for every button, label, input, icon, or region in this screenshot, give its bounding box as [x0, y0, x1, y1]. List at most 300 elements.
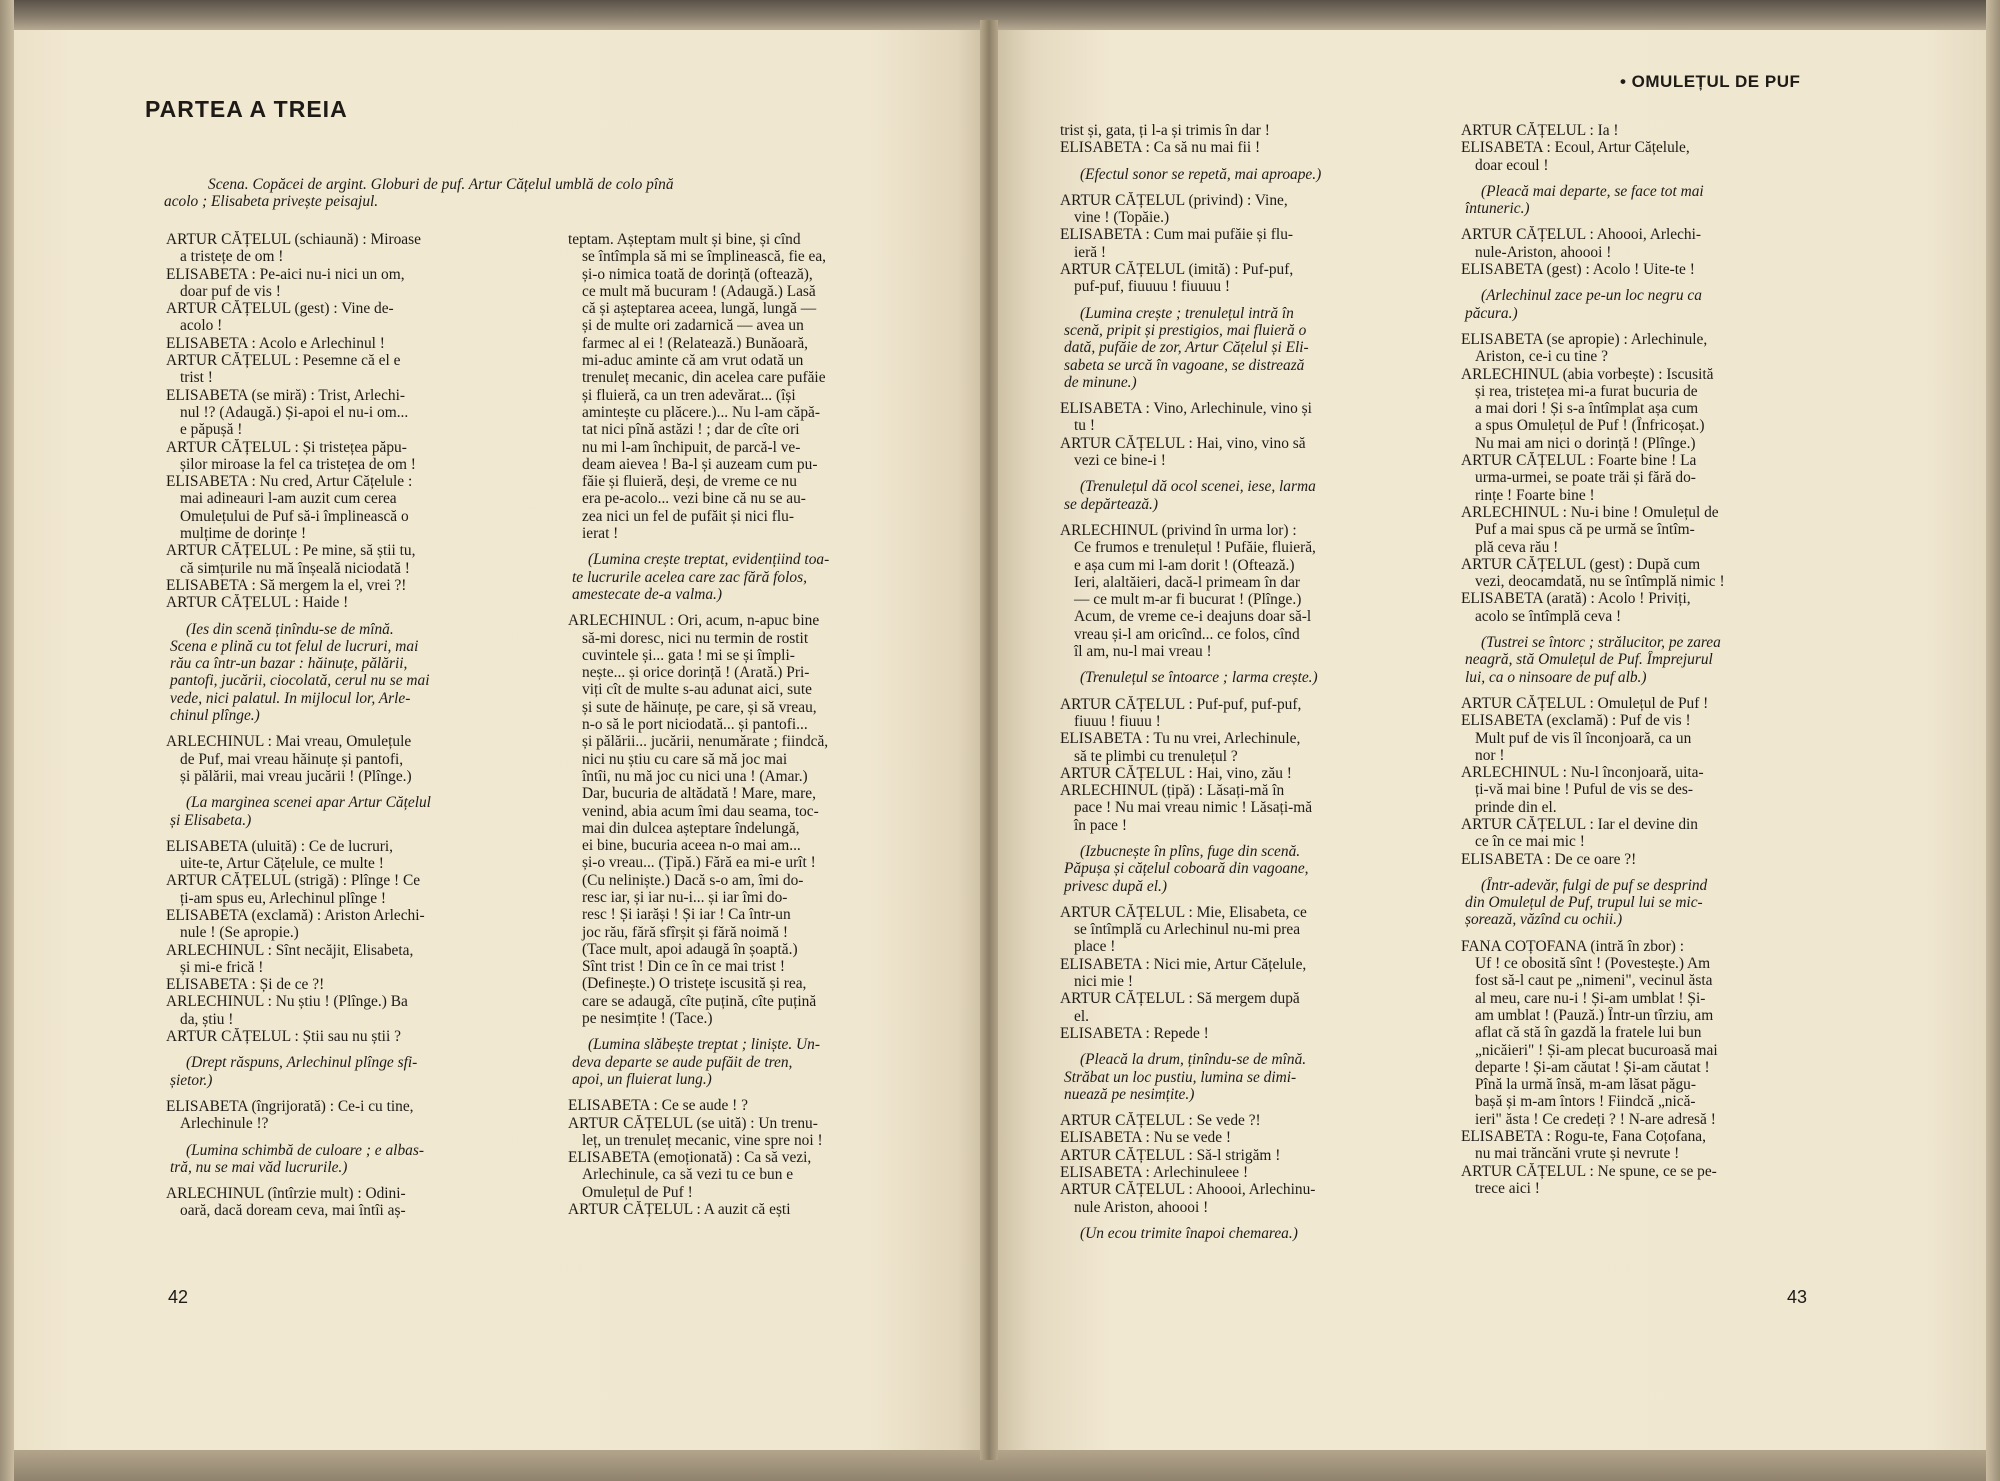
- text-line: se întîmpla să mi se împlinească, fie ea,: [582, 248, 827, 266]
- page-number-left: 42: [168, 1287, 189, 1307]
- text-line: n-o să le port niciodată... și pantofi...: [582, 716, 808, 734]
- dialogue-line: [1461, 452, 1811, 504]
- stage-direction: [1060, 843, 1412, 895]
- text-line: ARLECHINUL (privind în urma lor) :: [1060, 521, 1297, 539]
- text-line: acolo !: [180, 317, 223, 335]
- text-line: Dar, bucuria de altădată ! Mare, mare,: [582, 785, 816, 803]
- text-line: șietor.): [170, 1071, 213, 1089]
- text-line: ARTUR CĂȚELUL : Se vede ?!: [1060, 1112, 1261, 1130]
- running-head: • OMULEȚUL DE PUF: [1620, 72, 1801, 91]
- text-line: oară, dacă doream ceva, mai întîi aș-: [180, 1202, 406, 1220]
- dialogue-line: [1060, 904, 1412, 956]
- text-line: ARTUR CĂȚELUL : Hai, vino, vino să: [1060, 434, 1306, 452]
- dialogue-line: [1060, 1147, 1412, 1164]
- text-line: ELISABETA : Nu se vede !: [1060, 1129, 1232, 1147]
- block-gap: [1060, 469, 1412, 478]
- dialogue-line: [166, 1185, 516, 1220]
- text-line: ARTUR CĂȚELUL : Iar el devine din: [1461, 815, 1699, 833]
- text-line: Nu mai am nici o dorință ! (Plînge.): [1475, 434, 1696, 452]
- text-line: ELISABETA : Ce se aude ! ?: [568, 1097, 748, 1115]
- text-line: că simțurile nu mă înșeală niciodată !: [180, 559, 410, 577]
- dialogue-line: [1060, 226, 1412, 261]
- stage-direction: [1461, 634, 1811, 686]
- text-line: nici nu știu cu care să mă joc mai: [582, 750, 788, 768]
- dialogue-line: [1461, 816, 1811, 851]
- block-gap: [568, 603, 920, 612]
- block-gap: [1060, 391, 1412, 400]
- text-line: ELISABETA : Nu cred, Artur Cățelule :: [166, 473, 413, 491]
- text-line: ARTUR CĂȚELUL : Ahoooi, Arlechi-: [1461, 226, 1702, 244]
- text-line: și mi-e frică !: [180, 958, 264, 976]
- text-line: apoi, un fluierat lung.): [572, 1070, 712, 1088]
- block-gap: [1060, 296, 1412, 305]
- text-line: și Elisabeta.): [170, 811, 252, 829]
- dialogue-line: [166, 300, 516, 335]
- text-line: pe nesimțite ! (Tace.): [582, 1010, 713, 1028]
- text-line: Străbat un loc pustiu, lumina se dimi-: [1064, 1068, 1297, 1086]
- text-line: e păpușă !: [180, 421, 243, 439]
- text-line: ELISABETA (gest) : Acolo ! Uite-te !: [1461, 261, 1695, 279]
- text-line: ARTUR CĂȚELUL : Mie, Elisabeta, ce: [1060, 903, 1307, 921]
- text-line: ARTUR CĂȚELUL : Ne spune, ce se pe-: [1461, 1162, 1717, 1180]
- block-gap: [166, 1176, 516, 1185]
- text-line: și de multe ori zadarnică — avea un: [582, 317, 804, 335]
- stage-direction: [1461, 877, 1811, 929]
- text-line: să-mi doresc, nici nu termin de rostit: [582, 629, 809, 647]
- text-line: Scena e plină cu tot felul de lucruri, mai: [170, 637, 419, 655]
- text-line: rințe ! Foarte bine !: [1475, 486, 1595, 504]
- dialogue-line: [1461, 1163, 1811, 1198]
- text-line: (Ies din scenă ținîndu-se de mînă.: [186, 620, 394, 638]
- text-line: ARTUR CĂȚELUL : Haide !: [166, 594, 349, 612]
- text-line: a tristețe de om !: [180, 248, 284, 266]
- text-line: că și așteptarea aceea, lungă, lungă —: [582, 300, 817, 318]
- text-line: Mult puf de vis îl înconjoară, ca un: [1475, 729, 1692, 747]
- text-line: ARTUR CĂȚELUL : Ia !: [1461, 122, 1619, 139]
- text-line: ELISABETA (se apropie) : Arlechinule,: [1461, 330, 1708, 348]
- dialogue-line: [1060, 192, 1412, 227]
- text-line: Arlechinule, ca să vezi tu ce bun e: [582, 1166, 794, 1184]
- text-line: puf-puf, fiuuuu ! fiuuuu !: [1074, 278, 1231, 296]
- text-line: vreau și-l am oricînd... ce folos, cînd: [1074, 625, 1300, 643]
- text-line: (Într-adevăr, fulgi de puf se desprind: [1481, 876, 1708, 894]
- text-line: Arlechinule !?: [180, 1115, 269, 1133]
- page-number-right: 43: [1787, 1287, 1808, 1307]
- text-line: nu mai trăncăni vrute și nevrute !: [1475, 1145, 1680, 1163]
- text-line: pace ! Nu mai vreau nimic ! Lăsați-mă: [1074, 799, 1313, 817]
- text-line: mai adineauri l-am auzit cum cerea: [180, 490, 397, 508]
- text-line: nici mie !: [1074, 973, 1133, 991]
- text-line: nor !: [1475, 746, 1505, 764]
- text-line: ELISABETA : Ca să nu mai fii !: [1060, 139, 1261, 157]
- block-gap: [166, 724, 516, 733]
- text-line: trenuleț mecanic, din acelea care pufăie: [582, 369, 826, 387]
- text-line: vede, nici palatul. In mijlocul lor, Arle-: [170, 689, 411, 707]
- text-line: de minune.): [1064, 373, 1137, 391]
- dialogue-line: [166, 942, 516, 977]
- text-line: tu !: [1074, 417, 1095, 435]
- text-line: pantofi, jucării, ciocolată, cerul nu se mai: [170, 672, 430, 690]
- text-line: de Puf, mai vreau hăinuțe și pantofi,: [180, 750, 404, 768]
- text-line: urma-urmei, se poate trăi și fără do-: [1475, 469, 1696, 487]
- dialogue-line: [1461, 695, 1811, 712]
- text-line: (Lumina crește treptat, evidențiind toa-: [588, 551, 830, 569]
- dialogue-line: [166, 838, 516, 873]
- text-line: ARTUR CĂȚELUL (gest) : După cum: [1461, 555, 1701, 573]
- text-line: ARTUR CĂȚELUL : Să-l strigăm !: [1060, 1146, 1281, 1164]
- stage-direction: [166, 794, 516, 829]
- text-line: întîi, nu mă joc cu nici una ! (Amar.): [582, 767, 808, 785]
- dialogue-line: [1461, 122, 1811, 139]
- text-line: ARTUR CĂȚELUL (strigă) : Plînge ! Ce: [166, 872, 421, 890]
- dialogue-line: [568, 231, 920, 542]
- text-line: deva departe se aude pufăit de tren,: [572, 1053, 793, 1071]
- text-line: uite-te, Artur Cățelule, ce multe !: [180, 855, 384, 873]
- text-line: ARTUR CĂȚELUL (privind) : Vine,: [1060, 191, 1288, 209]
- text-line: sabeta se urcă în vagoane, se distrează: [1064, 356, 1305, 374]
- block-gap: [1461, 322, 1811, 331]
- text-line: (Trenulețul se întoarce ; larma crește.): [1080, 669, 1318, 687]
- text-line: ELISABETA : Cum mai pufăie și flu-: [1060, 226, 1294, 244]
- block-gap: [568, 542, 920, 551]
- dialogue-line: [1461, 226, 1811, 261]
- text-line: și-o vreau... (Țipă.) Fără ea mi-e urît !: [582, 854, 816, 872]
- text-line: trist și, gata, ți l-a și trimis în dar !: [1060, 122, 1270, 139]
- text-line: (La marginea scenei apar Artur Cățelul: [186, 794, 431, 812]
- dialogue-line: [1461, 331, 1811, 366]
- right-page-column-1: [1060, 122, 1412, 1242]
- text-line: (Lumina slăbește treptat ; liniște. Un-: [588, 1036, 820, 1054]
- text-line: (Lumina schimbă de culoare ; e albas-: [186, 1141, 424, 1159]
- book-gutter: [980, 20, 998, 1460]
- block-gap: [1060, 1103, 1412, 1112]
- text-line: ce mult mă bucuram ! (Adaugă.) Lasă: [582, 282, 816, 300]
- text-line: (Un ecou trimite înapoi chemarea.): [1080, 1224, 1298, 1242]
- text-line: ELISABETA : Acolo e Arlechinul !: [166, 334, 385, 352]
- text-line: trece aici !: [1475, 1179, 1540, 1197]
- text-line: care se adaugă, cîte puțină, cîte puțină: [582, 992, 817, 1010]
- text-line: — ce mult m-ar fi bucurat ! (Plînge.): [1074, 591, 1302, 609]
- text-line: neagră, stă Omulețul de Puf. Împrejurul: [1465, 651, 1713, 669]
- text-line: nule Ariston, ahoooi !: [1074, 1198, 1209, 1216]
- text-line: ieri" ăsta ! Ce credeți ? ! N-are adresă !: [1475, 1110, 1716, 1128]
- text-line: se depărtează.): [1064, 495, 1159, 513]
- block-gap: [568, 1027, 920, 1036]
- text-line: ELISABETA : Să mergem la el, vrei ?!: [166, 576, 407, 594]
- text-line: bașă și m-am întors ! Fiindcă „nică-: [1475, 1093, 1696, 1111]
- text-line: mulțime de dorințe !: [180, 525, 307, 543]
- scene-description-line: acolo ; Elisabeta privește peisajul.: [164, 193, 379, 211]
- stage-direction: [568, 1036, 920, 1088]
- text-line: (Tace mult, apoi adaugă în șoaptă.): [582, 940, 798, 958]
- text-line: ELISABETA (se miră) : Trist, Arlechi-: [166, 386, 406, 404]
- text-line: ELISABETA : Ecoul, Artur Cățelule,: [1461, 139, 1690, 157]
- text-line: fiuuu ! fiuuu !: [1074, 712, 1161, 730]
- stage-direction: [1461, 183, 1811, 218]
- dialogue-line: [166, 352, 516, 387]
- dialogue-line: [166, 473, 516, 542]
- text-line: (Definește.) O tristețe iscusită și rea,: [582, 975, 807, 993]
- text-line: ARTUR CĂȚELUL (schiaună) : Miroase: [166, 231, 421, 248]
- dialogue-line: [1461, 712, 1811, 764]
- block-gap: [1060, 895, 1412, 904]
- text-line: nule-Ariston, ahoooi !: [1475, 243, 1612, 261]
- dialogue-line: [1461, 261, 1811, 278]
- text-line: ieră !: [1074, 243, 1107, 261]
- dialogue-line: [1461, 764, 1811, 816]
- text-line: ARTUR CĂȚELUL (imită) : Puf-puf,: [1060, 261, 1294, 279]
- dialogue-line: [166, 577, 516, 594]
- text-line: lui, ca o ninsoare de puf alb.): [1465, 668, 1647, 686]
- text-line: ELISABETA (arată) : Acolo ! Priviți,: [1461, 590, 1691, 608]
- dialogue-line: [1060, 435, 1412, 470]
- stage-direction: [1060, 1051, 1412, 1103]
- text-line: și sute de hăinuțe, pe care, și să vreau,: [582, 698, 817, 716]
- dialogue-line: [1060, 261, 1412, 296]
- stage-direction: [1060, 478, 1412, 513]
- text-line: deam aievea ! Ba-l și auzeam cum pu-: [582, 455, 818, 473]
- dialogue-line: [166, 266, 516, 301]
- block-gap: [1060, 834, 1412, 843]
- text-line: nu mi l-am închipuit, de parcă-l ve-: [582, 438, 801, 456]
- text-line: ELISABETA (exclamă) : Ariston Arlechi-: [166, 906, 425, 924]
- dialogue-line: [1060, 1181, 1412, 1216]
- stage-direction: [1060, 669, 1412, 686]
- text-line: ARLECHINUL : Sînt necăjit, Elisabeta,: [166, 941, 414, 959]
- text-line: ARTUR CĂȚELUL (se uită) : Un trenu-: [568, 1114, 818, 1132]
- text-line: șorează, văzînd cu ochii.): [1465, 911, 1623, 929]
- text-line: ARTUR CĂȚELUL : Foarte bine ! La: [1461, 452, 1697, 470]
- block-gap: [1060, 183, 1412, 192]
- dialogue-line: [568, 1097, 920, 1114]
- block-gap: [1461, 868, 1811, 877]
- text-line: Ieri, alaltăieri, dacă-l primeam în dar: [1074, 573, 1301, 591]
- stage-direction: [1060, 1225, 1412, 1242]
- text-line: cuvintele și... gata ! mi se și împli-: [582, 646, 795, 664]
- dialogue-line: [166, 542, 516, 577]
- text-line: doar ecoul !: [1475, 156, 1549, 174]
- text-line: (Izbucnește în plîns, fuge din scenă.: [1080, 842, 1301, 860]
- text-line: ARTUR CĂȚELUL : Omulețul de Puf !: [1461, 694, 1709, 712]
- text-line: dată, pufăie de zor, Artur Cățelul și Eli-: [1064, 339, 1309, 357]
- dialogue-line: [1060, 1164, 1412, 1181]
- dialogue-line: [166, 231, 516, 266]
- text-line: tat nici pînă astăzi ! ; dar de cîte ori: [582, 421, 800, 439]
- text-line: Omulețul de Puf !: [582, 1183, 693, 1201]
- text-line: ELISABETA : Și de ce ?!: [166, 976, 325, 994]
- dialogue-line: [1060, 522, 1412, 660]
- text-line: ARLECHINUL : Mai vreau, Omulețule: [166, 733, 412, 751]
- block-gap: [568, 1088, 920, 1097]
- text-line: ARLECHINUL : Nu știu ! (Plînge.) Ba: [166, 993, 408, 1011]
- text-line: în pace !: [1074, 816, 1127, 834]
- text-line: (Pleacă la drum, ținîndu-se de mînă.: [1080, 1051, 1307, 1069]
- dialogue-line: [166, 1028, 516, 1045]
- dialogue-line: [1060, 730, 1412, 765]
- text-line: joc rău, fără sfîrșit și fără noimă !: [582, 923, 788, 941]
- dialogue-line: [1060, 990, 1412, 1025]
- stage-direction: [1060, 305, 1412, 391]
- section-title: PARTEA A TREIA: [145, 96, 348, 122]
- text-line: (Drept răspuns, Arlechinul plînge sfi-: [186, 1054, 418, 1072]
- scene-description-line: Scena. Copăcei de argint. Globuri de puf. Artur Cățelul umblă de colo pînă: [208, 176, 674, 193]
- dialogue-line: [1461, 938, 1811, 1128]
- text-line: privesc după el.): [1064, 877, 1168, 895]
- block-gap: [166, 612, 516, 621]
- text-line: ARLECHINUL (abia vorbește) : Iscusită: [1461, 365, 1714, 383]
- text-line: ELISABETA (uluită) : Ce de lucruri,: [166, 837, 394, 855]
- text-line: te lucrurile acelea care zac fără folos,: [572, 568, 807, 586]
- text-line: Ce frumos e trenulețul ! Pufăie, fluieră,: [1074, 539, 1316, 557]
- dialogue-line: [1461, 556, 1811, 591]
- text-line: Ariston, ce-i cu tine ?: [1475, 348, 1608, 366]
- text-line: Sînt trist ! Din ce în ce mai trist !: [582, 958, 786, 976]
- block-gap: [1461, 278, 1811, 287]
- text-line: și fluieră, ca un tren adevărat... (își: [582, 386, 796, 404]
- dialogue-line: [166, 872, 516, 907]
- text-line: șilor miroase la fel ca tristețea de om !: [180, 455, 416, 473]
- dialogue-line: [1060, 956, 1412, 991]
- dialogue-line: [1060, 1112, 1412, 1129]
- right-page-column-2: [1461, 122, 1811, 1197]
- text-line: ELISABETA : Rogu-te, Fana Coțofana,: [1461, 1128, 1706, 1146]
- text-line: rău ca într-un bazar : hăinuțe, pălării,: [170, 655, 408, 673]
- block-gap: [1461, 929, 1811, 938]
- text-line: trist !: [180, 369, 213, 387]
- block-gap: [1060, 1216, 1412, 1225]
- dialogue-line: [1060, 765, 1412, 782]
- text-line: (Trenulețul dă ocol scenei, iese, larma: [1080, 478, 1316, 496]
- block-gap: [166, 1089, 516, 1098]
- dialogue-line: [166, 387, 516, 439]
- text-line: ARTUR CĂȚELUL : Pe mine, să știi tu,: [166, 542, 416, 560]
- text-line: păcura.): [1465, 304, 1518, 322]
- text-line: ARTUR CĂȚELUL : Hai, vino, zău !: [1060, 764, 1292, 782]
- block-gap: [1060, 513, 1412, 522]
- text-line: ierat !: [582, 525, 619, 543]
- text-line: (Cu neliniște.) Dacă s-o am, îmi do-: [582, 871, 804, 889]
- text-line: ARTUR CĂȚELUL : Pesemne că el e: [166, 352, 401, 370]
- text-line: venind, abia acum îmi dau seama, toc-: [582, 802, 819, 820]
- text-line: chinul plînge.): [170, 707, 260, 725]
- text-line: vezi ce bine-i !: [1074, 452, 1166, 470]
- text-line: ELISABETA : Repede !: [1060, 1024, 1209, 1042]
- block-gap: [1060, 1042, 1412, 1051]
- text-line: ARTUR CĂȚELUL : Puf-puf, puf-puf,: [1060, 695, 1302, 713]
- dialogue-line: [1461, 366, 1811, 452]
- text-line: ELISABETA (îngrijorată) : Ce-i cu tine,: [166, 1097, 414, 1115]
- left-page-column-1: [166, 231, 516, 1220]
- text-line: ARLECHINUL : Nu-i bine ! Omulețul de: [1461, 503, 1719, 521]
- text-line: ARLECHINUL : Ori, acum, n-apuc bine: [568, 612, 820, 630]
- text-line: zea nici un fel de pufăit și nici flu-: [582, 507, 794, 525]
- text-line: (Efectul sonor se repetă, mai aproape.): [1080, 165, 1322, 183]
- text-line: amintește cu plăcere.)... Nu l-am căpă-: [582, 403, 821, 421]
- text-line: ARTUR CĂȚELUL : Și tristețea păpu-: [166, 438, 407, 456]
- text-line: și pălării... jucării, nenumărate ; fiindcă,: [582, 733, 829, 751]
- block-gap: [166, 785, 516, 794]
- text-line: mi-aduc aminte că am vrut odată un: [582, 352, 804, 370]
- text-line: nule ! (Se apropie.): [180, 924, 299, 942]
- text-line: ELISABETA (exclamă) : Puf de vis !: [1461, 712, 1691, 730]
- text-line: era pe-acolo... vezi bine că nu se au-: [582, 490, 806, 508]
- dialogue-line: [166, 1098, 516, 1133]
- dialogue-line: [1461, 1128, 1811, 1163]
- text-line: să te plimbi cu trenulețul ?: [1074, 747, 1238, 765]
- block-gap: [1060, 660, 1412, 669]
- text-line: acolo se întîmplă ceva !: [1475, 607, 1622, 625]
- text-line: nește... și orice dorință ! (Arată.) Pri-: [582, 664, 810, 682]
- dialogue-line: [1060, 122, 1412, 139]
- text-line: ARTUR CĂȚELUL : A auzit că ești: [568, 1201, 791, 1219]
- left-page-column-2: [568, 231, 920, 1218]
- dialogue-line: [1060, 1025, 1412, 1042]
- text-line: ți-vă mai bine ! Puful de vis se des-: [1475, 781, 1693, 799]
- stage-direction: [1060, 166, 1412, 183]
- block-gap: [1461, 686, 1811, 695]
- text-line: doar puf de vis !: [180, 282, 281, 300]
- text-line: prinde din el.: [1475, 798, 1557, 816]
- text-line: ARTUR CĂȚELUL : Să mergem după: [1060, 990, 1300, 1008]
- text-line: el.: [1074, 1007, 1089, 1025]
- text-line: plă ceva rău !: [1475, 538, 1559, 556]
- text-line: leț, un trenuleț mecanic, vine spre noi !: [582, 1131, 823, 1149]
- dialogue-line: [568, 612, 920, 1027]
- text-line: ELISABETA : Vino, Arlechinule, vino și: [1060, 400, 1312, 418]
- stage-direction: [1461, 287, 1811, 322]
- text-line: tră, nu se mai văd lucrurile.): [170, 1158, 348, 1176]
- text-line: a spus Omulețul de Puf ! (Înfricoșat.): [1475, 417, 1705, 435]
- text-line: amestecate de-a valma.): [572, 585, 722, 603]
- text-line: mai din dulcea așteptare îndelungă,: [582, 819, 800, 837]
- text-line: ARLECHINUL (țipă) : Lăsați-mă în: [1060, 782, 1285, 800]
- text-line: am umblat ! (Pauză.) Într-un tîrziu, am: [1475, 1006, 1714, 1024]
- text-line: nul !? (Adaugă.) Și-apoi el nu-i om...: [180, 403, 409, 421]
- text-line: scenă, pripit și prestigios, mai fluieră o: [1064, 321, 1307, 339]
- text-line: resc ! Și iarăși ! Și iar ! Ca într-un: [582, 906, 791, 924]
- block-gap: [166, 829, 516, 838]
- dialogue-line: [1461, 590, 1811, 625]
- text-line: e așa cum mi l-am dorit ! (Oftează.): [1074, 556, 1295, 574]
- text-line: ELISABETA : Arlechinuleee !: [1060, 1164, 1249, 1182]
- dialogue-line: [166, 993, 516, 1028]
- dialogue-line: [1060, 139, 1412, 156]
- text-line: ei bine, bucuria aceea n-o mai am...: [582, 837, 801, 855]
- text-line: Păpușa și cățelul coboară din vagoane,: [1064, 860, 1309, 878]
- text-line: vine ! (Topăie.): [1074, 209, 1170, 227]
- dialogue-line: [1060, 400, 1412, 435]
- text-line: ELISABETA : De ce oare ?!: [1461, 850, 1637, 868]
- text-line: ELISABETA : Nici mie, Artur Cățelule,: [1060, 955, 1307, 973]
- scene-description: [164, 176, 924, 211]
- text-line: ARTUR CĂȚELUL : Știi sau nu știi ?: [166, 1028, 401, 1046]
- dialogue-line: [568, 1115, 920, 1150]
- stage-direction: [166, 1142, 516, 1177]
- text-line: din Omulețul de Puf, trupul lui se mic-: [1465, 894, 1703, 912]
- text-line: ți-am spus eu, Arlechinul plînge !: [180, 889, 387, 907]
- text-line: Acum, de vreme ce-i deajuns doar să-l: [1074, 608, 1312, 626]
- text-line: fost să-l caut pe „nimeni", vecinul ăsta: [1475, 972, 1713, 990]
- dialogue-line: [166, 976, 516, 993]
- text-line: și pălării, mai vreau jucării ! (Plînge.): [180, 767, 412, 785]
- dialogue-line: [166, 335, 516, 352]
- dialogue-line: [166, 733, 516, 785]
- text-line: și-o nimica toată de dorință (oftează),: [582, 265, 813, 283]
- text-line: a mai dori ! Și s-a întîmplat așa cum: [1475, 400, 1699, 418]
- text-line: Omulețului de Puf să-i împlinească o: [180, 507, 409, 525]
- text-line: ELISABETA : Tu nu vrei, Arlechinule,: [1060, 730, 1301, 748]
- dialogue-line: [1461, 504, 1811, 556]
